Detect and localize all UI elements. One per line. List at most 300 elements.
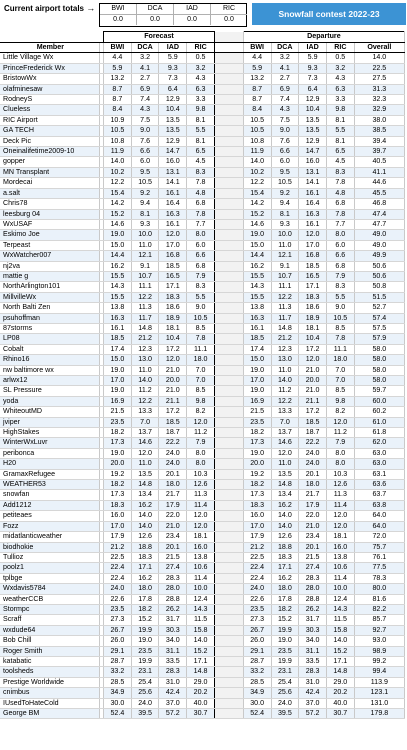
- forecast-ric-cell[interactable]: 8.1: [187, 136, 215, 146]
- departure-dca-cell[interactable]: 10.5: [271, 178, 299, 188]
- departure-ric-cell[interactable]: 14.3: [326, 604, 354, 614]
- departure-bwi-cell[interactable]: 8.7: [243, 84, 271, 94]
- departure-bwi-cell[interactable]: 15.0: [243, 240, 271, 250]
- forecast-ric-cell[interactable]: 9.8: [187, 396, 215, 406]
- forecast-ric-cell[interactable]: 8.5: [187, 323, 215, 333]
- departure-iad-cell[interactable]: 12.9: [299, 95, 327, 105]
- departure-bwi-cell[interactable]: 14.6: [243, 219, 271, 229]
- forecast-iad-cell[interactable]: 24.0: [159, 459, 187, 469]
- departure-ric-cell[interactable]: 30.7: [326, 709, 354, 719]
- forecast-ric-cell[interactable]: 11.4: [187, 573, 215, 583]
- forecast-iad-cell[interactable]: 18.0: [159, 480, 187, 490]
- member-name-cell[interactable]: olafminesaw: [0, 84, 99, 94]
- departure-iad-cell[interactable]: 12.9: [299, 136, 327, 146]
- table-row[interactable]: [0, 459, 405, 469]
- overall-cell[interactable]: 39.4: [354, 136, 404, 146]
- departure-ric-cell[interactable]: 12.0: [326, 511, 354, 521]
- table-row[interactable]: [0, 178, 405, 188]
- forecast-ric-cell[interactable]: 11.2: [187, 428, 215, 438]
- forecast-dca-cell[interactable]: 11.2: [131, 386, 159, 396]
- forecast-bwi-cell[interactable]: 24.0: [104, 584, 132, 594]
- forecast-iad-cell[interactable]: 24.0: [159, 448, 187, 458]
- table-row[interactable]: [0, 542, 405, 552]
- departure-dca-cell[interactable]: 23.5: [271, 646, 299, 656]
- departure-iad-cell[interactable]: 14.7: [299, 147, 327, 157]
- member-name-cell[interactable]: Add1212: [0, 500, 99, 510]
- forecast-ric-cell[interactable]: 7.8: [187, 334, 215, 344]
- departure-dca-cell[interactable]: 10.7: [271, 271, 299, 281]
- forecast-iad-cell[interactable]: 5.9: [159, 53, 187, 63]
- member-name-cell[interactable]: Cobalt: [0, 344, 99, 354]
- table-row[interactable]: [0, 188, 405, 198]
- departure-iad-cell[interactable]: 26.2: [299, 604, 327, 614]
- departure-iad-cell[interactable]: 27.4: [299, 563, 327, 573]
- forecast-iad-cell[interactable]: 57.2: [159, 709, 187, 719]
- forecast-bwi-cell[interactable]: 22.4: [104, 563, 132, 573]
- table-row[interactable]: [0, 448, 405, 458]
- table-row[interactable]: [0, 500, 405, 510]
- table-row[interactable]: [0, 292, 405, 302]
- departure-bwi-cell[interactable]: 26.7: [243, 625, 271, 635]
- forecast-dca-cell[interactable]: 13.7: [131, 428, 159, 438]
- departure-dca-cell[interactable]: 16.2: [271, 500, 299, 510]
- departure-dca-cell[interactable]: 9.2: [271, 188, 299, 198]
- forecast-bwi-cell[interactable]: 30.0: [104, 698, 132, 708]
- member-name-cell[interactable]: Wxdavis5784: [0, 584, 99, 594]
- departure-bwi-cell[interactable]: 19.0: [243, 386, 271, 396]
- forecast-iad-cell[interactable]: 17.2: [159, 407, 187, 417]
- overall-cell[interactable]: 63.6: [354, 480, 404, 490]
- forecast-ric-cell[interactable]: 10.5: [187, 313, 215, 323]
- forecast-bwi-cell[interactable]: 23.5: [104, 417, 132, 427]
- forecast-ric-cell[interactable]: 3.2: [187, 63, 215, 73]
- departure-dca-cell[interactable]: 19.9: [271, 656, 299, 666]
- departure-bwi-cell[interactable]: 22.5: [243, 552, 271, 562]
- col-header-forecast-iad[interactable]: IAD: [159, 43, 187, 53]
- overall-cell[interactable]: 99.2: [354, 656, 404, 666]
- departure-ric-cell[interactable]: 11.3: [326, 490, 354, 500]
- forecast-iad-cell[interactable]: 18.6: [159, 303, 187, 313]
- forecast-bwi-cell[interactable]: 21.2: [104, 542, 132, 552]
- departure-bwi-cell[interactable]: 18.5: [243, 334, 271, 344]
- table-row[interactable]: [0, 511, 405, 521]
- forecast-iad-cell[interactable]: 22.0: [159, 511, 187, 521]
- member-name-cell[interactable]: Eskimo Joe: [0, 230, 99, 240]
- departure-dca-cell[interactable]: 18.2: [271, 604, 299, 614]
- forecast-bwi-cell[interactable]: 14.4: [104, 251, 132, 261]
- airport-total-dca[interactable]: 0.0: [137, 15, 174, 25]
- forecast-dca-cell[interactable]: 25.6: [131, 688, 159, 698]
- overall-cell[interactable]: 49.0: [354, 230, 404, 240]
- departure-dca-cell[interactable]: 3.2: [271, 53, 299, 63]
- forecast-ric-cell[interactable]: 6.3: [187, 84, 215, 94]
- overall-cell[interactable]: 63.7: [354, 490, 404, 500]
- member-name-cell[interactable]: 87storms: [0, 323, 99, 333]
- departure-dca-cell[interactable]: 12.6: [271, 532, 299, 542]
- forecast-bwi-cell[interactable]: 33.2: [104, 667, 132, 677]
- overall-cell[interactable]: 99.4: [354, 667, 404, 677]
- departure-bwi-cell[interactable]: 17.0: [243, 376, 271, 386]
- forecast-bwi-cell[interactable]: 26.0: [104, 636, 132, 646]
- forecast-dca-cell[interactable]: 9.0: [131, 126, 159, 136]
- forecast-iad-cell[interactable]: 20.1: [159, 542, 187, 552]
- departure-iad-cell[interactable]: 57.2: [299, 709, 327, 719]
- table-row[interactable]: [0, 625, 405, 635]
- departure-dca-cell[interactable]: 6.6: [271, 147, 299, 157]
- departure-iad-cell[interactable]: 20.1: [299, 542, 327, 552]
- forecast-ric-cell[interactable]: 18.1: [187, 532, 215, 542]
- member-name-cell[interactable]: SL Pressure: [0, 386, 99, 396]
- departure-iad-cell[interactable]: 17.2: [299, 407, 327, 417]
- forecast-bwi-cell[interactable]: 18.3: [104, 500, 132, 510]
- table-row[interactable]: [0, 355, 405, 365]
- forecast-ric-cell[interactable]: 15.2: [187, 646, 215, 656]
- departure-iad-cell[interactable]: 37.0: [299, 698, 327, 708]
- departure-ric-cell[interactable]: 6.8: [326, 199, 354, 209]
- departure-bwi-cell[interactable]: 30.0: [243, 698, 271, 708]
- forecast-bwi-cell[interactable]: 26.7: [104, 625, 132, 635]
- departure-bwi-cell[interactable]: 15.4: [243, 188, 271, 198]
- forecast-ric-cell[interactable]: 14.3: [187, 604, 215, 614]
- forecast-ric-cell[interactable]: 17.1: [187, 656, 215, 666]
- departure-ric-cell[interactable]: 11.5: [326, 615, 354, 625]
- member-name-cell[interactable]: WhiteoutMD: [0, 407, 99, 417]
- overall-cell[interactable]: 59.7: [354, 386, 404, 396]
- table-row[interactable]: [0, 240, 405, 250]
- forecast-dca-cell[interactable]: 14.0: [131, 521, 159, 531]
- forecast-ric-cell[interactable]: 6.0: [187, 240, 215, 250]
- departure-iad-cell[interactable]: 21.1: [299, 396, 327, 406]
- forecast-bwi-cell[interactable]: 17.9: [104, 532, 132, 542]
- forecast-dca-cell[interactable]: 23.1: [131, 667, 159, 677]
- departure-iad-cell[interactable]: 18.0: [299, 480, 327, 490]
- overall-cell[interactable]: 81.6: [354, 594, 404, 604]
- departure-iad-cell[interactable]: 22.0: [299, 511, 327, 521]
- departure-ric-cell[interactable]: 11.4: [326, 500, 354, 510]
- member-name-cell[interactable]: Rhino16: [0, 355, 99, 365]
- forecast-dca-cell[interactable]: 8.1: [131, 209, 159, 219]
- departure-bwi-cell[interactable]: 11.9: [243, 147, 271, 157]
- overall-cell[interactable]: 82.2: [354, 604, 404, 614]
- table-row[interactable]: [0, 167, 405, 177]
- departure-dca-cell[interactable]: 11.0: [271, 459, 299, 469]
- forecast-dca-cell[interactable]: 10.0: [131, 230, 159, 240]
- forecast-ric-cell[interactable]: 8.5: [187, 386, 215, 396]
- departure-dca-cell[interactable]: 11.1: [271, 282, 299, 292]
- forecast-bwi-cell[interactable]: 28.5: [104, 677, 132, 687]
- table-row[interactable]: [0, 532, 405, 542]
- forecast-bwi-cell[interactable]: 17.0: [104, 376, 132, 386]
- forecast-ric-cell[interactable]: 6.5: [187, 147, 215, 157]
- departure-bwi-cell[interactable]: 15.5: [243, 292, 271, 302]
- forecast-iad-cell[interactable]: 7.3: [159, 74, 187, 84]
- member-name-cell[interactable]: WEATHER53: [0, 480, 99, 490]
- forecast-dca-cell[interactable]: 16.2: [131, 500, 159, 510]
- table-row[interactable]: [0, 271, 405, 281]
- departure-ric-cell[interactable]: 3.2: [326, 63, 354, 73]
- col-header-forecast-ric[interactable]: RIC: [187, 43, 215, 53]
- table-row[interactable]: [0, 261, 405, 271]
- forecast-iad-cell[interactable]: 16.0: [159, 157, 187, 167]
- departure-iad-cell[interactable]: 31.0: [299, 677, 327, 687]
- departure-bwi-cell[interactable]: 28.5: [243, 677, 271, 687]
- overall-cell[interactable]: 39.7: [354, 147, 404, 157]
- departure-bwi-cell[interactable]: 21.2: [243, 542, 271, 552]
- member-name-cell[interactable]: Mordecai: [0, 178, 99, 188]
- forecast-ric-cell[interactable]: 3.3: [187, 95, 215, 105]
- forecast-iad-cell[interactable]: 18.3: [159, 292, 187, 302]
- departure-dca-cell[interactable]: 11.2: [271, 386, 299, 396]
- member-name-cell[interactable]: Terpeast: [0, 240, 99, 250]
- departure-dca-cell[interactable]: 14.8: [271, 480, 299, 490]
- departure-bwi-cell[interactable]: 16.9: [243, 396, 271, 406]
- forecast-bwi-cell[interactable]: 22.6: [104, 594, 132, 604]
- departure-dca-cell[interactable]: 11.0: [271, 365, 299, 375]
- overall-cell[interactable]: 46.8: [354, 199, 404, 209]
- departure-bwi-cell[interactable]: 15.0: [243, 355, 271, 365]
- forecast-iad-cell[interactable]: 21.1: [159, 396, 187, 406]
- member-name-cell[interactable]: North Balti Zen: [0, 303, 99, 313]
- overall-cell[interactable]: 63.0: [354, 459, 404, 469]
- forecast-bwi-cell[interactable]: 10.8: [104, 136, 132, 146]
- departure-ric-cell[interactable]: 3.3: [326, 95, 354, 105]
- table-row[interactable]: [0, 376, 405, 386]
- departure-dca-cell[interactable]: 9.0: [271, 126, 299, 136]
- forecast-dca-cell[interactable]: 9.1: [131, 261, 159, 271]
- forecast-bwi-cell[interactable]: 17.0: [104, 521, 132, 531]
- forecast-bwi-cell[interactable]: 34.9: [104, 688, 132, 698]
- forecast-dca-cell[interactable]: 12.6: [131, 532, 159, 542]
- forecast-ric-cell[interactable]: 12.6: [187, 480, 215, 490]
- member-name-cell[interactable]: Bob Chill: [0, 636, 99, 646]
- departure-iad-cell[interactable]: 16.5: [299, 271, 327, 281]
- departure-dca-cell[interactable]: 9.4: [271, 199, 299, 209]
- member-name-cell[interactable]: poolz1: [0, 563, 99, 573]
- member-name-cell[interactable]: midatlanticweather: [0, 532, 99, 542]
- forecast-ric-cell[interactable]: 30.7: [187, 709, 215, 719]
- departure-bwi-cell[interactable]: 17.9: [243, 532, 271, 542]
- forecast-dca-cell[interactable]: 12.0: [131, 448, 159, 458]
- departure-bwi-cell[interactable]: 27.3: [243, 615, 271, 625]
- departure-iad-cell[interactable]: 21.0: [299, 386, 327, 396]
- departure-ric-cell[interactable]: 10.6: [326, 563, 354, 573]
- departure-dca-cell[interactable]: 7.0: [271, 417, 299, 427]
- table-row[interactable]: [0, 147, 405, 157]
- forecast-ric-cell[interactable]: 16.0: [187, 542, 215, 552]
- departure-bwi-cell[interactable]: 19.0: [243, 230, 271, 240]
- departure-iad-cell[interactable]: 22.2: [299, 438, 327, 448]
- overall-cell[interactable]: 27.5: [354, 74, 404, 84]
- forecast-bwi-cell[interactable]: 18.2: [104, 480, 132, 490]
- forecast-dca-cell[interactable]: 24.0: [131, 698, 159, 708]
- departure-ric-cell[interactable]: 8.1: [326, 136, 354, 146]
- departure-bwi-cell[interactable]: 12.2: [243, 178, 271, 188]
- departure-dca-cell[interactable]: 23.1: [271, 667, 299, 677]
- forecast-dca-cell[interactable]: 6.0: [131, 157, 159, 167]
- departure-ric-cell[interactable]: 10.5: [326, 313, 354, 323]
- departure-ric-cell[interactable]: 6.3: [326, 84, 354, 94]
- table-row[interactable]: [0, 480, 405, 490]
- forecast-iad-cell[interactable]: 33.5: [159, 656, 187, 666]
- departure-ric-cell[interactable]: 4.8: [326, 188, 354, 198]
- forecast-ric-cell[interactable]: 11.5: [187, 615, 215, 625]
- departure-bwi-cell[interactable]: 20.0: [243, 459, 271, 469]
- member-name-cell[interactable]: periboncа: [0, 448, 99, 458]
- departure-iad-cell[interactable]: 18.7: [299, 428, 327, 438]
- forecast-dca-cell[interactable]: 4.1: [131, 63, 159, 73]
- member-name-cell[interactable]: psuhoffman: [0, 313, 99, 323]
- overall-cell[interactable]: 47.7: [354, 219, 404, 229]
- departure-bwi-cell[interactable]: 5.9: [243, 63, 271, 73]
- table-row[interactable]: [0, 126, 405, 136]
- departure-dca-cell[interactable]: 9.5: [271, 167, 299, 177]
- forecast-bwi-cell[interactable]: 16.3: [104, 313, 132, 323]
- departure-iad-cell[interactable]: 31.1: [299, 646, 327, 656]
- departure-iad-cell[interactable]: 23.4: [299, 532, 327, 542]
- forecast-dca-cell[interactable]: 17.1: [131, 563, 159, 573]
- departure-dca-cell[interactable]: 13.3: [271, 407, 299, 417]
- forecast-bwi-cell[interactable]: 22.5: [104, 552, 132, 562]
- departure-dca-cell[interactable]: 18.0: [271, 584, 299, 594]
- forecast-iad-cell[interactable]: 6.4: [159, 84, 187, 94]
- forecast-ric-cell[interactable]: 8.0: [187, 448, 215, 458]
- col-header-departure-dca[interactable]: DCA: [271, 43, 299, 53]
- forecast-iad-cell[interactable]: 28.0: [159, 584, 187, 594]
- forecast-dca-cell[interactable]: 9.3: [131, 219, 159, 229]
- departure-iad-cell[interactable]: 24.0: [299, 459, 327, 469]
- departure-bwi-cell[interactable]: 29.1: [243, 646, 271, 656]
- forecast-dca-cell[interactable]: 25.4: [131, 677, 159, 687]
- forecast-ric-cell[interactable]: 5.5: [187, 292, 215, 302]
- forecast-iad-cell[interactable]: 16.1: [159, 219, 187, 229]
- overall-cell[interactable]: 49.0: [354, 240, 404, 250]
- member-name-cell[interactable]: GramaxRefugee: [0, 469, 99, 479]
- forecast-bwi-cell[interactable]: 18.2: [104, 428, 132, 438]
- table-row[interactable]: [0, 115, 405, 125]
- forecast-iad-cell[interactable]: 16.3: [159, 209, 187, 219]
- forecast-dca-cell[interactable]: 39.5: [131, 709, 159, 719]
- departure-iad-cell[interactable]: 10.4: [299, 105, 327, 115]
- departure-bwi-cell[interactable]: 10.5: [243, 115, 271, 125]
- forecast-iad-cell[interactable]: 42.4: [159, 688, 187, 698]
- table-row[interactable]: [0, 386, 405, 396]
- member-name-cell[interactable]: Prestige Worldwide: [0, 677, 99, 687]
- forecast-dca-cell[interactable]: 18.3: [131, 552, 159, 562]
- forecast-ric-cell[interactable]: 7.9: [187, 438, 215, 448]
- overall-cell[interactable]: 64.0: [354, 521, 404, 531]
- forecast-dca-cell[interactable]: 21.2: [131, 334, 159, 344]
- overall-cell[interactable]: 76.1: [354, 552, 404, 562]
- member-name-cell[interactable]: jviper: [0, 417, 99, 427]
- forecast-iad-cell[interactable]: 23.4: [159, 532, 187, 542]
- forecast-dca-cell[interactable]: 4.3: [131, 105, 159, 115]
- departure-bwi-cell[interactable]: 16.3: [243, 313, 271, 323]
- forecast-iad-cell[interactable]: 21.0: [159, 521, 187, 531]
- forecast-ric-cell[interactable]: 11.4: [187, 500, 215, 510]
- departure-dca-cell[interactable]: 11.3: [271, 303, 299, 313]
- overall-cell[interactable]: 52.7: [354, 303, 404, 313]
- departure-dca-cell[interactable]: 19.9: [271, 625, 299, 635]
- member-name-cell[interactable]: a.salt: [0, 188, 99, 198]
- table-row[interactable]: [0, 95, 405, 105]
- table-row[interactable]: [0, 490, 405, 500]
- overall-cell[interactable]: 113.9: [354, 677, 404, 687]
- table-row[interactable]: [0, 563, 405, 573]
- member-name-cell[interactable]: Roger Smith: [0, 646, 99, 656]
- departure-ric-cell[interactable]: 12.0: [326, 521, 354, 531]
- departure-iad-cell[interactable]: 21.0: [299, 521, 327, 531]
- departure-dca-cell[interactable]: 14.8: [271, 323, 299, 333]
- departure-ric-cell[interactable]: 7.8: [326, 334, 354, 344]
- overall-cell[interactable]: 45.5: [354, 188, 404, 198]
- departure-iad-cell[interactable]: 16.1: [299, 188, 327, 198]
- forecast-dca-cell[interactable]: 14.0: [131, 376, 159, 386]
- departure-bwi-cell[interactable]: 8.7: [243, 95, 271, 105]
- forecast-bwi-cell[interactable]: 11.9: [104, 147, 132, 157]
- member-name-cell[interactable]: Clueless: [0, 105, 99, 115]
- overall-cell[interactable]: 63.0: [354, 448, 404, 458]
- forecast-dca-cell[interactable]: 10.5: [131, 178, 159, 188]
- overall-cell[interactable]: 131.0: [354, 698, 404, 708]
- departure-ric-cell[interactable]: 18.0: [326, 355, 354, 365]
- forecast-ric-cell[interactable]: 12.0: [187, 417, 215, 427]
- departure-ric-cell[interactable]: 7.9: [326, 271, 354, 281]
- member-name-cell[interactable]: PrinceFrederick Wx: [0, 63, 99, 73]
- forecast-iad-cell[interactable]: 14.1: [159, 178, 187, 188]
- departure-bwi-cell[interactable]: 14.4: [243, 251, 271, 261]
- forecast-bwi-cell[interactable]: 4.4: [104, 53, 132, 63]
- departure-ric-cell[interactable]: 6.0: [326, 240, 354, 250]
- table-row[interactable]: [0, 438, 405, 448]
- member-name-cell[interactable]: IUsedToHateCold: [0, 698, 99, 708]
- departure-iad-cell[interactable]: 34.0: [299, 636, 327, 646]
- departure-ric-cell[interactable]: 5.5: [326, 126, 354, 136]
- member-name-cell[interactable]: NorthArlington101: [0, 282, 99, 292]
- member-name-cell[interactable]: leesburg 04: [0, 209, 99, 219]
- forecast-bwi-cell[interactable]: 23.5: [104, 604, 132, 614]
- forecast-ric-cell[interactable]: 8.0: [187, 230, 215, 240]
- departure-iad-cell[interactable]: 31.7: [299, 615, 327, 625]
- table-row[interactable]: [0, 646, 405, 656]
- overall-cell[interactable]: 92.7: [354, 625, 404, 635]
- forecast-bwi-cell[interactable]: 15.5: [104, 271, 132, 281]
- forecast-ric-cell[interactable]: 4.5: [187, 157, 215, 167]
- forecast-dca-cell[interactable]: 12.2: [131, 396, 159, 406]
- departure-dca-cell[interactable]: 12.0: [271, 448, 299, 458]
- col-header-departure-bwi[interactable]: BWI: [243, 43, 271, 53]
- forecast-ric-cell[interactable]: 5.5: [187, 126, 215, 136]
- departure-dca-cell[interactable]: 18.3: [271, 552, 299, 562]
- forecast-ric-cell[interactable]: 6.6: [187, 251, 215, 261]
- table-row[interactable]: [0, 407, 405, 417]
- departure-bwi-cell[interactable]: 4.4: [243, 53, 271, 63]
- departure-iad-cell[interactable]: 18.9: [299, 313, 327, 323]
- departure-bwi-cell[interactable]: 28.7: [243, 656, 271, 666]
- forecast-bwi-cell[interactable]: 20.0: [104, 459, 132, 469]
- overall-cell[interactable]: 57.5: [354, 323, 404, 333]
- forecast-dca-cell[interactable]: 18.8: [131, 542, 159, 552]
- table-row[interactable]: [0, 251, 405, 261]
- departure-dca-cell[interactable]: 14.0: [271, 376, 299, 386]
- overall-cell[interactable]: 38.5: [354, 126, 404, 136]
- departure-ric-cell[interactable]: 12.6: [326, 480, 354, 490]
- table-row[interactable]: [0, 334, 405, 344]
- table-row[interactable]: [0, 74, 405, 84]
- airport-total-bwi[interactable]: 0.0: [100, 15, 137, 25]
- table-row[interactable]: [0, 584, 405, 594]
- forecast-bwi-cell[interactable]: 5.9: [104, 63, 132, 73]
- overall-cell[interactable]: 58.0: [354, 355, 404, 365]
